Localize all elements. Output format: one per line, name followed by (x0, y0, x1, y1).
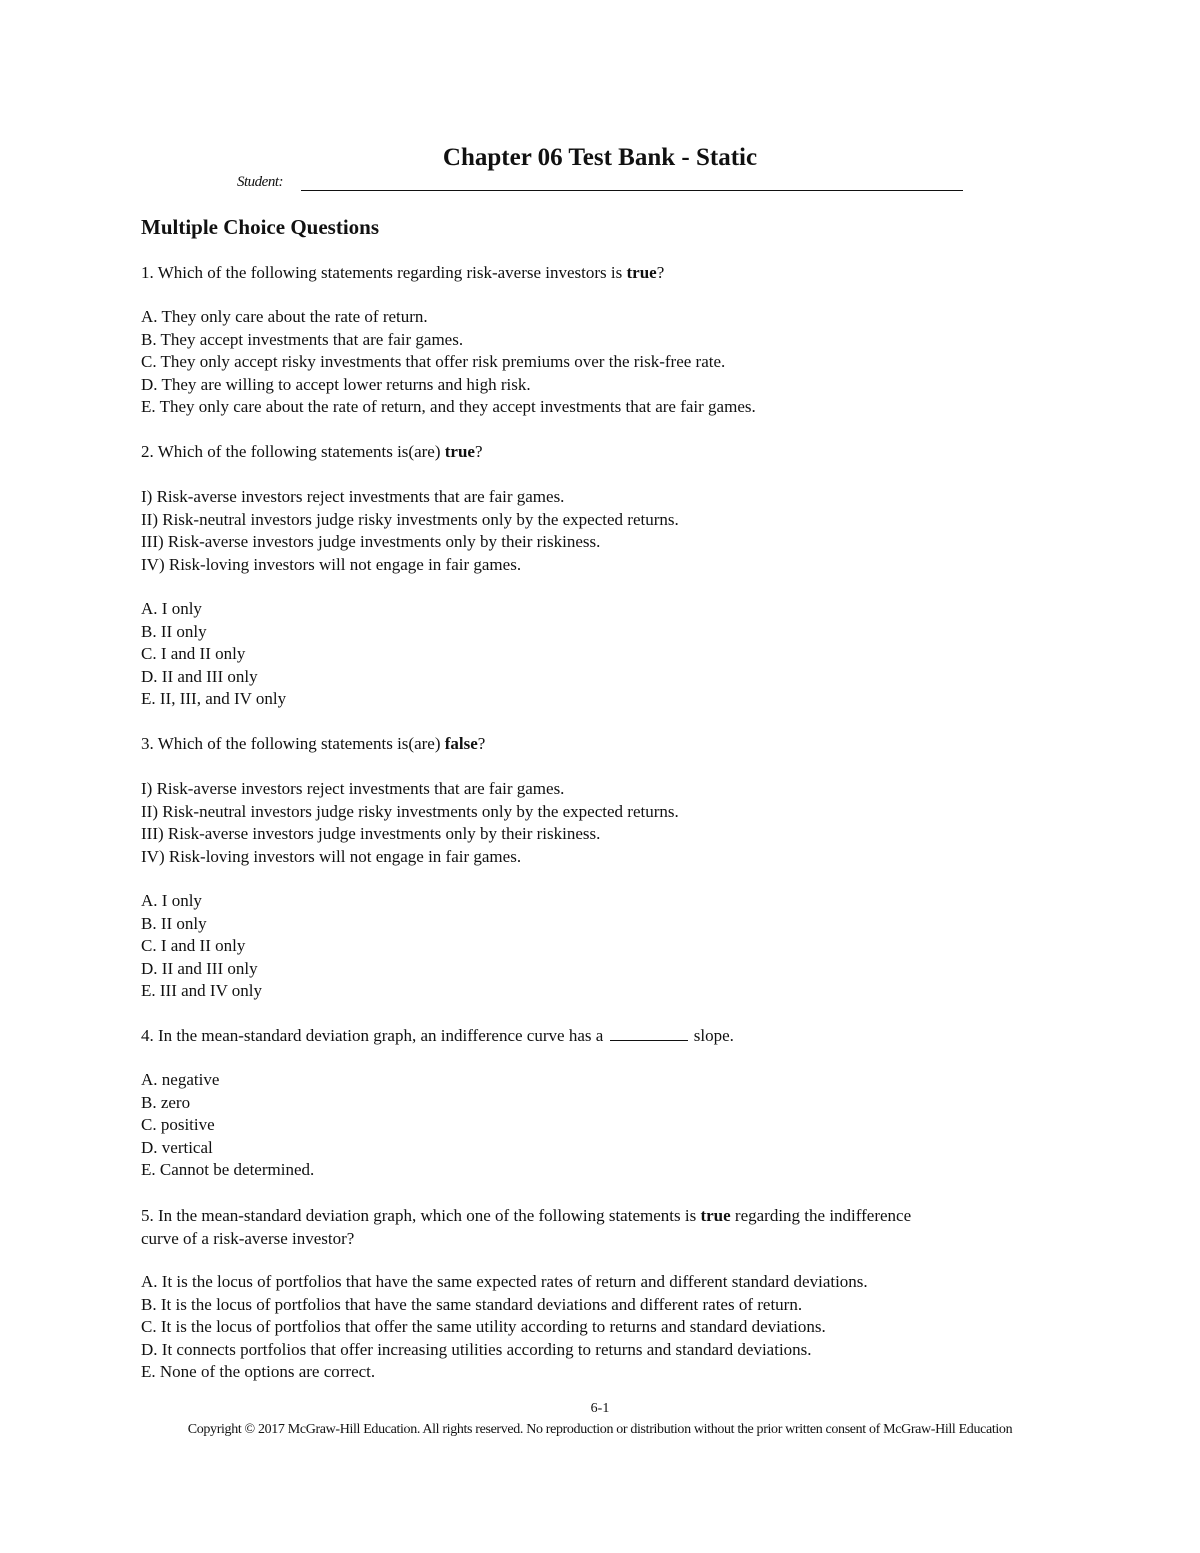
statement-item: IV) Risk-loving investors will not engage in fair games. (141, 846, 522, 866)
answer-option[interactable]: A. I only (141, 599, 202, 618)
question-2-statements (141, 486, 1061, 576)
student-label: Student: (237, 174, 283, 190)
statement-item: IV) Risk-loving investors will not engage in fair games. (141, 554, 522, 574)
question-4 (141, 1025, 1061, 1048)
statement-item: III) Risk-averse investors judge investments only by their riskiness. (141, 824, 601, 844)
statement-item: I) Risk-averse investors reject investments that are fair games. (141, 487, 565, 506)
question-4-options (141, 1069, 1061, 1182)
answer-option[interactable]: E. III and IV only (141, 981, 263, 1001)
statement-item: I) Risk-averse investors reject investments that are fair games. (141, 779, 565, 798)
answer-option[interactable]: D. II and III only (141, 666, 258, 686)
answer-option[interactable]: B. II only (141, 621, 207, 641)
question-5 (141, 1205, 1061, 1250)
answer-option[interactable]: E. They only care about the rate of return, and they accept investments that are fair games. (141, 397, 756, 417)
fill-in-blank (610, 1025, 688, 1041)
question-stem: 1. Which of the following statements regarding risk-averse investors is true? (141, 263, 665, 282)
question-2 (141, 441, 1061, 464)
question-stem-continued: curve of a risk-averse investor? (141, 1228, 355, 1248)
page-number: 6-1 (590, 1401, 610, 1416)
question-3 (141, 733, 1061, 756)
answer-option[interactable]: A. negative (141, 1070, 220, 1089)
page-footer (0, 1400, 1200, 1439)
answer-option[interactable]: A. It is the locus of portfolios that have the same expected rates of return and different standard deviations. (141, 1272, 868, 1291)
question-stem: 4. In the mean-standard deviation graph, an indifference curve has a slope. (141, 1026, 734, 1045)
question-3-options (141, 890, 1061, 1003)
question-1 (141, 262, 1061, 285)
answer-option[interactable]: C. They only accept risky investments that offer risk premiums over the risk-free rate. (141, 352, 726, 372)
question-2-options (141, 598, 1061, 711)
question-5-options (141, 1271, 1061, 1384)
question-stem: 2. Which of the following statements is(are) true? (141, 442, 483, 461)
answer-option[interactable]: E. II, III, and IV only (141, 689, 287, 709)
answer-option[interactable]: C. positive (141, 1115, 215, 1135)
answer-option[interactable]: D. II and III only (141, 958, 258, 978)
answer-option[interactable]: C. I and II only (141, 644, 246, 664)
answer-option[interactable]: C. I and II only (141, 936, 246, 956)
statement-item: III) Risk-averse investors judge investments only by their riskiness. (141, 532, 601, 552)
answer-option[interactable]: D. They are willing to accept lower returns and high risk. (141, 374, 531, 394)
statement-item: II) Risk-neutral investors judge risky investments only by the expected returns. (141, 509, 679, 529)
answer-option[interactable]: E. Cannot be determined. (141, 1160, 315, 1180)
answer-option[interactable]: A. They only care about the rate of return. (141, 307, 428, 326)
answer-option[interactable]: D. It connects portfolios that offer increasing utilities according to returns and standard deviations. (141, 1339, 812, 1359)
question-3-statements (141, 778, 1061, 868)
section-heading: Multiple Choice Questions (141, 215, 380, 239)
page-title: Chapter 06 Test Bank - Static (442, 144, 758, 171)
statement-item: II) Risk-neutral investors judge risky investments only by the expected returns. (141, 801, 679, 821)
answer-option[interactable]: C. It is the locus of portfolios that offer the same utility according to returns and standard deviations. (141, 1317, 826, 1337)
question-stem: 5. In the mean-standard deviation graph, which one of the following statements is true regarding the indifference (141, 1206, 912, 1225)
answer-option[interactable]: A. I only (141, 891, 202, 910)
answer-option[interactable]: B. It is the locus of portfolios that have the same standard deviations and different rates of return. (141, 1294, 803, 1314)
question-stem: 3. Which of the following statements is(are) false? (141, 734, 486, 753)
answer-option[interactable]: B. They accept investments that are fair games. (141, 329, 464, 349)
answer-option[interactable]: D. vertical (141, 1137, 213, 1157)
student-name-field[interactable] (301, 190, 963, 191)
copyright-notice: Copyright © 2017 McGraw-Hill Education. All rights reserved. No reproduction or distribution without the prior written consent of McGraw-Hill Education (187, 1422, 1013, 1437)
answer-option[interactable]: E. None of the options are correct. (141, 1362, 376, 1382)
answer-option[interactable]: B. II only (141, 913, 207, 933)
question-1-options (141, 306, 1061, 419)
answer-option[interactable]: B. zero (141, 1092, 191, 1112)
